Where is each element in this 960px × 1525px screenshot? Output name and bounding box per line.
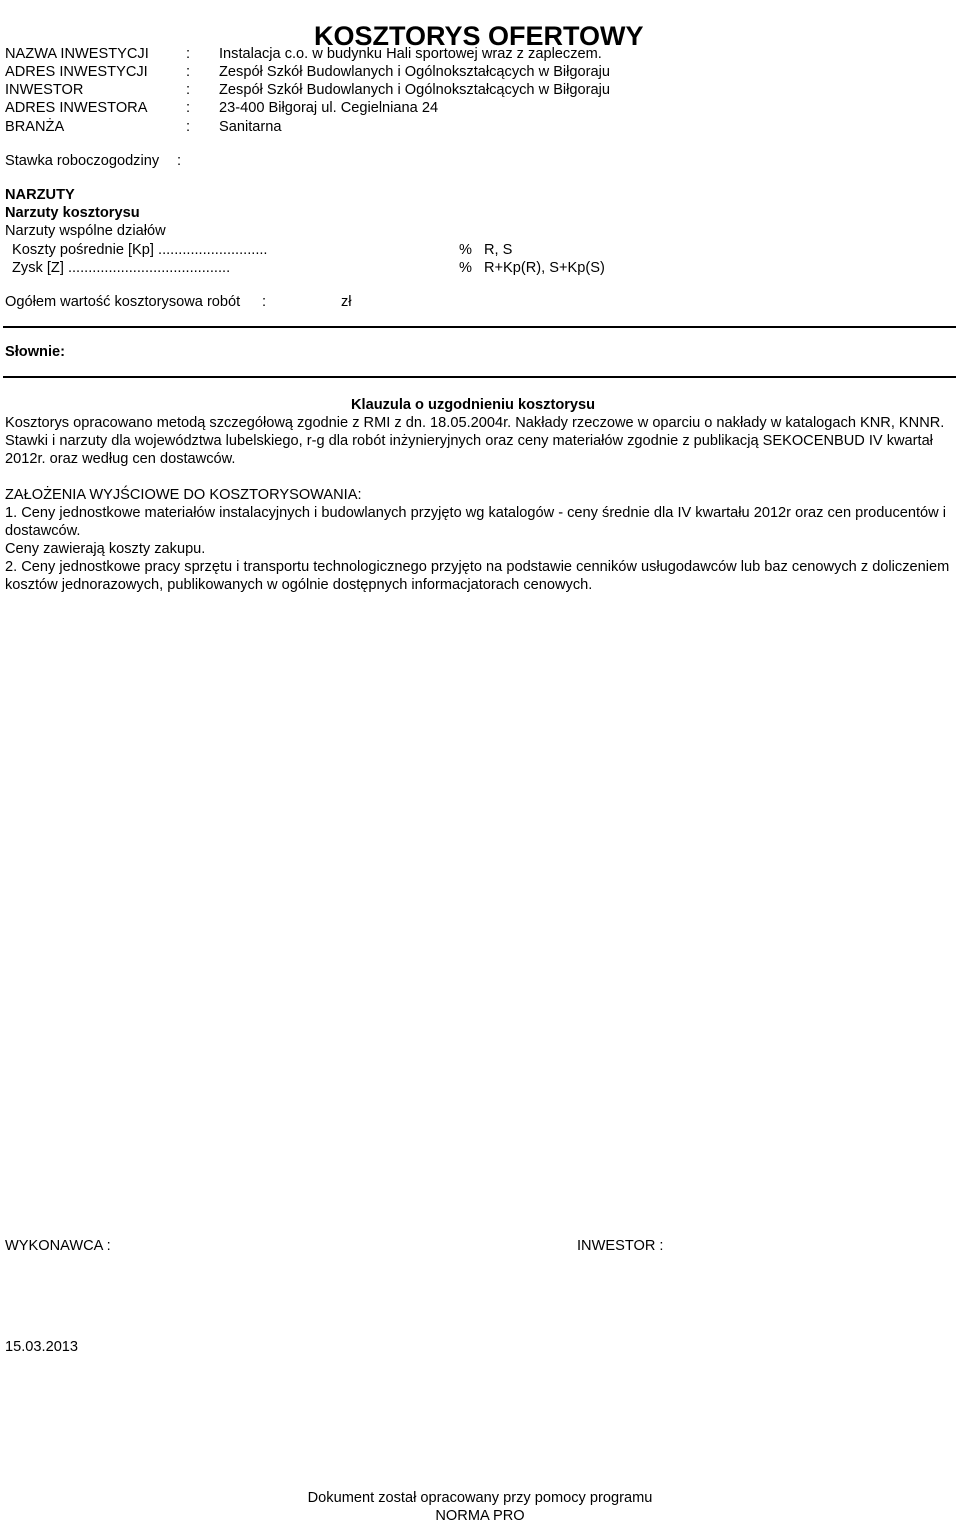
divider-top: [3, 326, 956, 328]
surcharge-base: R+Kp(R), S+Kp(S): [484, 260, 605, 276]
surcharges-heading: NARZUTY: [5, 187, 75, 203]
investment-name-value: Instalacja c.o. w budynku Hali sportowej wraz z zapleczem.: [219, 46, 602, 62]
investment-name-colon: :: [186, 46, 191, 62]
investor-address-label: ADRES INWESTORA: [5, 100, 148, 116]
in-words-label: Słownie:: [5, 344, 65, 360]
investment-address-colon: :: [186, 64, 191, 80]
hourly-rate-colon: :: [177, 153, 182, 169]
surcharge-name: Koszty pośrednie [Kp] ...........................: [12, 242, 268, 258]
investor-colon: :: [186, 82, 191, 98]
footer-line-1: Dokument został opracowany przy pomocy programu: [307, 1490, 653, 1506]
contractor-signature-label: WYKONAWCA :: [5, 1238, 111, 1254]
surcharge-name: Zysk [Z] ........................................: [12, 260, 231, 276]
branch-value: Sanitarna: [219, 119, 282, 135]
assumption-1: 1. Ceny jednostkowe materiałów instalacyjnych i budowlanych przyjęto wg katalogów - ceny średnie dla IV kwartału 2012r oraz cen producentów i dostawców.: [5, 505, 946, 539]
surcharge-base: R, S: [484, 242, 513, 258]
assumption-purchase-costs: Ceny zawierają koszty zakupu.: [5, 541, 206, 557]
total-value-currency: zł: [341, 294, 352, 310]
divider-bottom: [3, 376, 956, 378]
clause-text: Kosztorys opracowano metodą szczegółową zgodnie z RMI z dn. 18.05.2004r. Nakłady rzeczowe w oparciu o nakłady w katalogach KNR, KNNR. Stawki i narzuty dla województwa lubelskiego, r-g dla robót inżynieryjnych oraz ceny materiałów zgodnie z publikacją SEKOCENBUD IV kwartał 2012r. oraz według cen dostawców.: [5, 415, 945, 467]
surcharge-unit: %: [459, 242, 472, 258]
assumptions-heading: ZAŁOŻENIA WYJŚCIOWE DO KOSZTORYSOWANIA:: [5, 487, 362, 503]
surcharge-unit: %: [459, 260, 472, 276]
investor-signature-label: INWESTOR :: [577, 1238, 664, 1254]
surcharges-group: Narzuty wspólne działów: [5, 223, 166, 239]
footer-program-name: NORMA PRO: [435, 1508, 525, 1524]
hourly-rate-label: Stawka roboczogodziny: [5, 153, 160, 169]
investor-address-colon: :: [186, 100, 191, 116]
total-value-colon: :: [262, 294, 267, 310]
surcharges-subheading: Narzuty kosztorysu: [5, 205, 140, 221]
branch-colon: :: [186, 119, 191, 135]
investor-value: Zespół Szkół Budowlanych i Ogólnokształcących w Biłgoraju: [219, 82, 610, 98]
investment-name-label: NAZWA INWESTYCJI: [5, 46, 149, 62]
investor-address-value: 23-400 Biłgoraj ul. Cegielniana 24: [219, 100, 439, 116]
document-date: 15.03.2013: [5, 1339, 79, 1355]
assumption-2: 2. Ceny jednostkowe pracy sprzętu i transportu technologicznego przyjęto na podstawie cenników usługodawców lub baz cenowych z doliczeniem kosztów jednorazowych, publikowanych w ogólnie dostępnych informacjatorach cenowych.: [5, 559, 950, 593]
investor-label: INWESTOR: [5, 82, 84, 98]
investment-address-label: ADRES INWESTYCJI: [5, 64, 148, 80]
total-value-label: Ogółem wartość kosztorysowa robót: [5, 294, 241, 310]
branch-label: BRANŻA: [5, 119, 65, 135]
clause-title: Klauzula o uzgodnieniu kosztorysu: [351, 397, 596, 413]
page-title: KOSZTORYS OFERTOWY: [314, 21, 644, 51]
investment-address-value: Zespół Szkół Budowlanych i Ogólnokształcących w Biłgoraju: [219, 64, 610, 80]
